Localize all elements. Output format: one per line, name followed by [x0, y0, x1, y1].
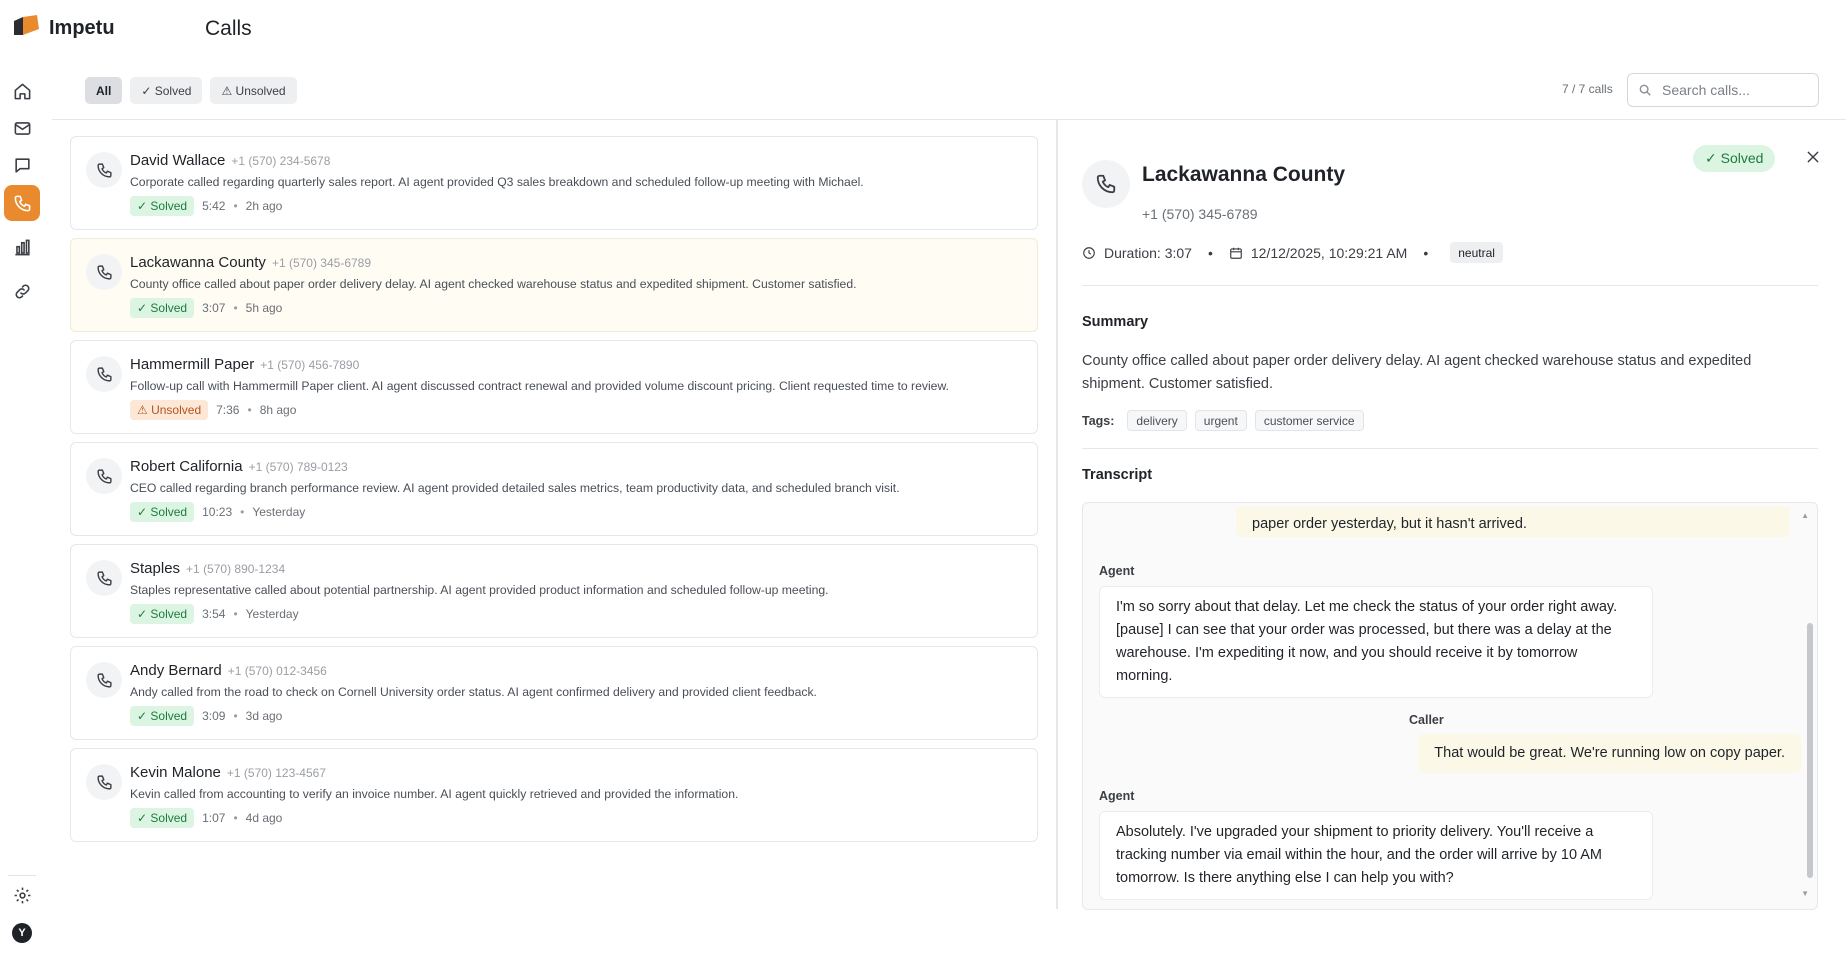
- impetu-logo-icon[interactable]: [13, 15, 39, 35]
- call-meta: ⚠ Unsolved 7:36 • 8h ago: [130, 400, 296, 420]
- filter-bar: [85, 77, 297, 104]
- phone-icon: [96, 672, 113, 689]
- tags-row: [1082, 410, 1364, 431]
- call-name: [130, 560, 285, 577]
- call-avatar: [86, 560, 122, 596]
- detail-divider-2: [1082, 448, 1818, 449]
- call-meta: ✓ Solved 1:07 • 4d ago: [130, 808, 282, 828]
- speaker-label-agent: Agent: [1099, 564, 1135, 578]
- call-meta: ✓ Solved 5:42 • 2h ago: [130, 196, 282, 216]
- status-badge: ✓ Solved: [130, 502, 194, 522]
- call-summary: County office called about paper order delivery delay. AI agent checked warehouse status and expedited shipment. Customer satisfied.: [130, 277, 857, 291]
- filter-all-button[interactable]: All: [85, 77, 122, 104]
- detail-avatar: [1082, 160, 1130, 208]
- speaker-label-caller: Caller: [1409, 713, 1444, 727]
- tag: customer service: [1255, 410, 1364, 431]
- detail-datetime: 12/12/2025, 10:29:21 AM: [1250, 244, 1408, 261]
- call-summary: Follow-up call with Hammermill Paper client. AI agent discussed contract renewal and provided volume discount pricing. Client requested time to review.: [130, 379, 949, 393]
- phone-icon: [96, 366, 113, 383]
- tags-label: Tags:: [1082, 413, 1115, 428]
- caller-message: That would be great. We're running low on copy paper.: [1418, 734, 1801, 773]
- summary-heading: Summary: [1082, 314, 1149, 330]
- call-avatar: [86, 254, 122, 290]
- call-meta: ✓ Solved 3:54 • Yesterday: [130, 604, 299, 624]
- sidebar-item-mail[interactable]: [4, 110, 40, 146]
- call-name: [130, 254, 371, 271]
- call-time: Yesterday: [252, 505, 306, 519]
- agent-message: I'm so sorry about that delay. Let me check the status of your order right away. [pause] I can see that your order was processed, but there was a delay at the warehouse. I'm expediting it now, and you should receive it by tomorrow morning.: [1099, 586, 1653, 698]
- search-input[interactable]: [1662, 82, 1812, 98]
- sidebar-item-chat[interactable]: [4, 147, 40, 183]
- call-card[interactable]: [70, 442, 1038, 536]
- call-card[interactable]: [70, 748, 1038, 842]
- status-badge: ✓ Solved: [130, 604, 194, 624]
- sidebar-item-integrations[interactable]: [4, 273, 40, 309]
- call-meta: ✓ Solved 3:07 • 5h ago: [130, 298, 282, 318]
- phone-icon: [13, 194, 32, 213]
- sidebar-item-analytics[interactable]: [4, 229, 40, 265]
- phone-icon: [96, 264, 113, 281]
- call-summary: Andy called from the road to check on Cornell University order status. AI agent confirmed delivery and provided client feedback.: [130, 685, 817, 699]
- call-count: 7 / 7 calls: [1562, 82, 1613, 96]
- call-name-text: Staples: [130, 560, 181, 577]
- sidebar: [0, 0, 44, 954]
- call-avatar: [86, 662, 122, 698]
- settings-button[interactable]: [4, 877, 40, 913]
- scroll-up-icon[interactable]: ▲: [1801, 511, 1809, 520]
- phone-icon: [96, 468, 113, 485]
- call-name: [130, 458, 348, 475]
- tag: delivery: [1127, 410, 1186, 431]
- call-avatar: [86, 152, 122, 188]
- gear-icon: [13, 886, 32, 905]
- close-button[interactable]: [1800, 144, 1826, 170]
- caller-message: paper order yesterday, but it hasn't arrived.: [1236, 507, 1790, 537]
- call-summary: Kevin called from accounting to verify an invoice number. AI agent quickly retrieved and provided the information.: [130, 787, 739, 801]
- call-phone: +1 (570) 345-6789: [271, 256, 372, 270]
- call-duration: 3:07: [202, 301, 226, 315]
- status-badge: ✓ Solved: [130, 808, 194, 828]
- clock-icon: [1082, 246, 1096, 260]
- call-detail-panel: [1082, 120, 1818, 910]
- filter-solved-button[interactable]: ✓ Solved: [130, 77, 202, 104]
- call-duration: 10:23: [202, 505, 233, 519]
- transcript-panel[interactable]: [1082, 502, 1818, 910]
- call-name-text: Kevin Malone: [130, 764, 221, 781]
- call-card[interactable]: [70, 544, 1038, 638]
- bar-chart-icon: [13, 238, 32, 257]
- brand-name: Impetu: [49, 17, 115, 39]
- phone-icon: [96, 162, 113, 179]
- phone-icon: [96, 570, 113, 587]
- call-card[interactable]: [70, 340, 1038, 434]
- call-summary: Staples representative called about potential partnership. AI agent provided product information and scheduled follow-up meeting.: [130, 583, 829, 597]
- home-icon: [13, 82, 32, 101]
- call-phone: +1 (570) 789-0123: [248, 460, 348, 474]
- status-badge: ✓ Solved: [130, 196, 194, 216]
- call-time: Yesterday: [245, 607, 299, 621]
- call-avatar: [86, 458, 122, 494]
- status-badge: ⚠ Unsolved: [130, 400, 208, 420]
- transcript-heading: Transcript: [1082, 467, 1153, 483]
- call-name-text: Andy Bernard: [130, 662, 222, 679]
- sidebar-divider: [8, 875, 36, 876]
- sidebar-item-home[interactable]: [4, 73, 40, 109]
- call-name: [130, 662, 327, 679]
- sentiment-badge: neutral: [1450, 242, 1503, 263]
- call-name-text: Robert California: [130, 458, 243, 475]
- close-icon: [1805, 149, 1821, 165]
- summary-text: County office called about paper order delivery delay. AI agent checked warehouse status and expedited shipment. Customer satisfied.: [1082, 353, 1752, 392]
- status-badge: ✓ Solved: [130, 298, 194, 318]
- call-phone: +1 (570) 890-1234: [186, 562, 286, 576]
- call-meta: ✓ Solved 10:23 • Yesterday: [130, 502, 305, 522]
- detail-meta: Duration: 3:07 • 12/12/2025, 10:29:21 AM • neutral: [1082, 242, 1503, 263]
- detail-duration: Duration: 3:07: [1104, 244, 1192, 261]
- call-list: [70, 136, 1038, 850]
- call-time: 8h ago: [259, 403, 297, 417]
- agent-message: Absolutely. I've upgraded your shipment to priority delivery. You'll receive a tracking number via email within the hour, and the order will arrive by 10 AM tomorrow. Is there anything else I can help you with?: [1099, 811, 1653, 900]
- calendar-icon: [1229, 246, 1243, 260]
- call-summary: Corporate called regarding quarterly sales report. AI agent provided Q3 sales breakdown and scheduled follow-up meeting with Michael.: [130, 175, 864, 189]
- transcript-scrollbar-thumb[interactable]: [1807, 623, 1813, 878]
- phone-icon: [1095, 173, 1117, 195]
- call-avatar: [86, 764, 122, 800]
- call-card[interactable]: [70, 136, 1038, 230]
- mail-icon: [13, 119, 32, 138]
- tag: urgent: [1195, 410, 1247, 431]
- search-box: [1627, 73, 1819, 107]
- search-icon: [1638, 83, 1652, 97]
- call-phone: +1 (570) 234-5678: [231, 154, 331, 168]
- detail-divider-1: [1082, 285, 1818, 286]
- call-phone: +1 (570) 456-7890: [260, 358, 360, 372]
- call-name-text: Hammermill Paper: [130, 356, 255, 373]
- call-duration: 1:07: [202, 811, 226, 825]
- detail-title: Lackawanna County: [1142, 163, 1346, 186]
- call-name: [130, 152, 330, 169]
- call-name-text: David Wallace: [130, 152, 226, 169]
- transcript-scrollbar[interactable]: [1801, 511, 1814, 898]
- status-badge: ✓ Solved: [130, 706, 194, 726]
- call-time: 3d ago: [245, 709, 283, 723]
- call-phone: +1 (570) 012-3456: [227, 664, 327, 678]
- phone-icon: [96, 774, 113, 791]
- call-duration: 5:42: [202, 199, 226, 213]
- call-duration: 7:36: [216, 403, 240, 417]
- call-name: [130, 764, 326, 781]
- avatar[interactable]: Y: [12, 923, 32, 943]
- call-avatar: [86, 356, 122, 392]
- call-phone: +1 (570) 123-4567: [226, 766, 326, 780]
- call-time: 2h ago: [245, 199, 283, 213]
- page-title: Calls: [205, 17, 252, 40]
- sidebar-item-calls[interactable]: [4, 185, 40, 221]
- call-meta: ✓ Solved 3:09 • 3d ago: [130, 706, 282, 726]
- chat-icon: [13, 156, 32, 175]
- call-summary: CEO called regarding branch performance review. AI agent provided detailed sales metrics, team productivity data, and scheduled branch visit.: [130, 481, 900, 495]
- call-duration: 3:54: [202, 607, 226, 621]
- filter-unsolved-button[interactable]: ⚠ Unsolved: [210, 77, 296, 104]
- call-card[interactable]: [70, 646, 1038, 740]
- call-duration: 3:09: [202, 709, 226, 723]
- call-name: [130, 356, 359, 373]
- status-badge: ✓ Solved: [1693, 145, 1775, 172]
- call-name-text: Lackawanna County: [130, 254, 266, 271]
- call-time: 4d ago: [245, 811, 283, 825]
- call-time: 5h ago: [245, 301, 283, 315]
- detail-divider: [1056, 119, 1058, 909]
- speaker-label-agent: Agent: [1099, 789, 1135, 803]
- call-card[interactable]: [70, 238, 1038, 332]
- detail-phone: +1 (570) 345-6789: [1142, 206, 1258, 222]
- scroll-down-icon[interactable]: ▼: [1801, 889, 1809, 898]
- link-icon: [13, 282, 32, 301]
